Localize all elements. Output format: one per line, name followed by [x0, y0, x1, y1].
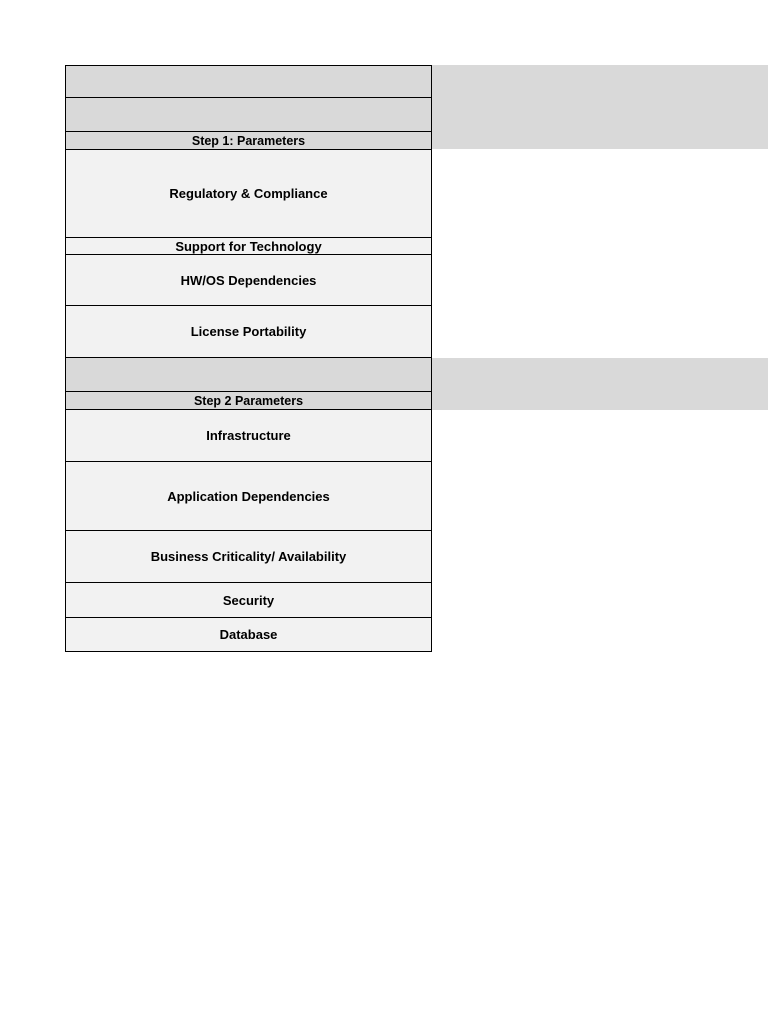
row-business-criticality[interactable]: Business Criticality/ Availability: [65, 531, 432, 583]
step1-header[interactable]: Step 1: Parameters: [65, 132, 432, 150]
header-fill-band-top: [431, 65, 768, 149]
step2-header[interactable]: Step 2 Parameters: [65, 392, 432, 410]
row-infrastructure[interactable]: Infrastructure: [65, 410, 432, 462]
row-security[interactable]: Security: [65, 583, 432, 618]
blank-header-row-1[interactable]: [65, 65, 432, 98]
header-fill-band-middle: [431, 358, 768, 410]
blank-separator-row[interactable]: [65, 358, 432, 392]
row-support-for-technology[interactable]: Support for Technology: [65, 238, 432, 255]
parameters-table: [65, 65, 432, 652]
blank-header-row-2[interactable]: [65, 98, 432, 132]
row-hw-os-dependencies[interactable]: HW/OS Dependencies: [65, 255, 432, 306]
row-license-portability[interactable]: License Portability: [65, 306, 432, 358]
row-database[interactable]: Database: [65, 618, 432, 652]
row-regulatory-compliance[interactable]: Regulatory & Compliance: [65, 150, 432, 238]
row-application-dependencies[interactable]: Application Dependencies: [65, 462, 432, 531]
